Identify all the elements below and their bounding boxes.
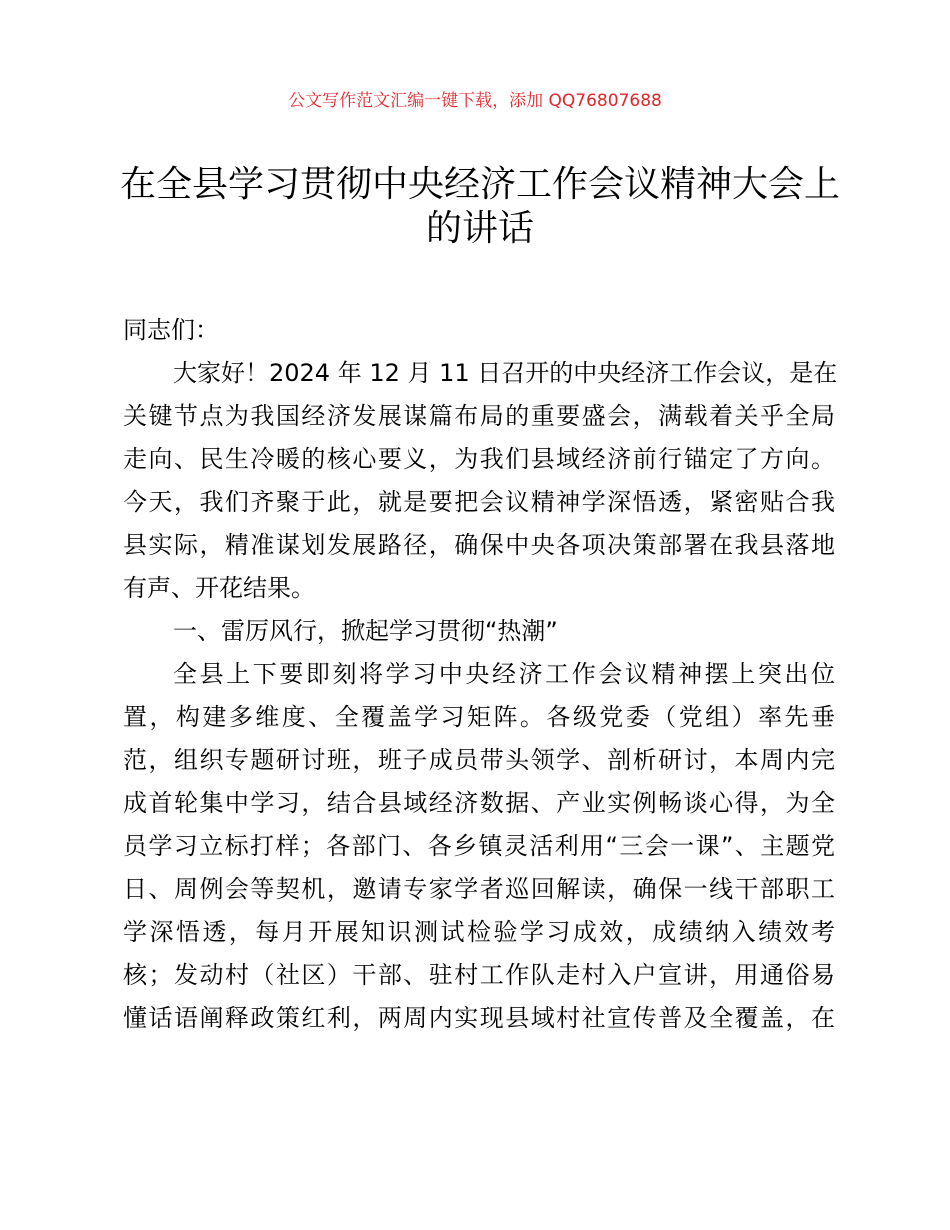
- text-line: 走向、民生冷暖的核心要义，为我们县域经济前行锚定了方向。: [123, 445, 835, 473]
- section-heading: 一、雷厉风行，掀起学习贯彻“热潮”: [173, 617, 558, 645]
- paragraph-section-1: [123, 653, 835, 1040]
- text-line: 成首轮集中学习，结合县域经济数据、产业实例畅谈心得，为全: [123, 789, 835, 817]
- text-line: 关键节点为我国经济发展谋篇布局的重要盛会，满载着关乎全局: [123, 402, 835, 430]
- text-line: 全县上下要即刻将学习中央经济工作会议精神摆上突出位: [173, 660, 835, 688]
- paragraph-opening: [123, 352, 838, 610]
- text-line: 大家好！2024 年 12 月 11 日召开的中央经济工作会议，是在: [173, 359, 838, 387]
- text-line: 置，构建多维度、全覆盖学习矩阵。各级党委（党组）率先垂: [123, 703, 835, 731]
- text-line: 员学习立标打样；各部门、各乡镇灵活利用“三会一课”、主题党: [123, 832, 835, 860]
- section-heading-1: [123, 610, 835, 653]
- page-title: [120, 163, 840, 251]
- text-line: 学深悟透，每月开展知识测试检验学习成效，成绩纳入绩效考: [123, 918, 835, 946]
- title-line-2: 的讲话: [425, 208, 534, 249]
- text-line: 县实际，精准谋划发展路径，确保中央各项决策部署在我县落地: [123, 531, 835, 559]
- text-line: 范，组织专题研讨班，班子成员带头领学、剖析研讨，本周内完: [123, 746, 835, 774]
- salutation: 同志们：: [123, 316, 219, 344]
- title-line-1: 在全县学习贯彻中央经济工作会议精神大会上: [120, 164, 841, 205]
- text-line: 今天，我们齐聚于此，就是要把会议精神学深悟透，紧密贴合我: [123, 488, 835, 516]
- document-body: [123, 309, 838, 1040]
- promo-header: 公文写作范文汇编一键下载，添加 QQ76807688: [288, 91, 662, 111]
- text-line: 懂话语阐释政策红利，两周内实现县域村社宣传普及全覆盖，在: [123, 1004, 835, 1032]
- text-line: 有声、开花结果。: [123, 574, 315, 602]
- text-line: 核；发动村（社区）干部、驻村工作队走村入户宣讲，用通俗易: [123, 961, 835, 989]
- text-line: 日、周例会等契机，邀请专家学者巡回解读，确保一线干部职工: [123, 875, 835, 903]
